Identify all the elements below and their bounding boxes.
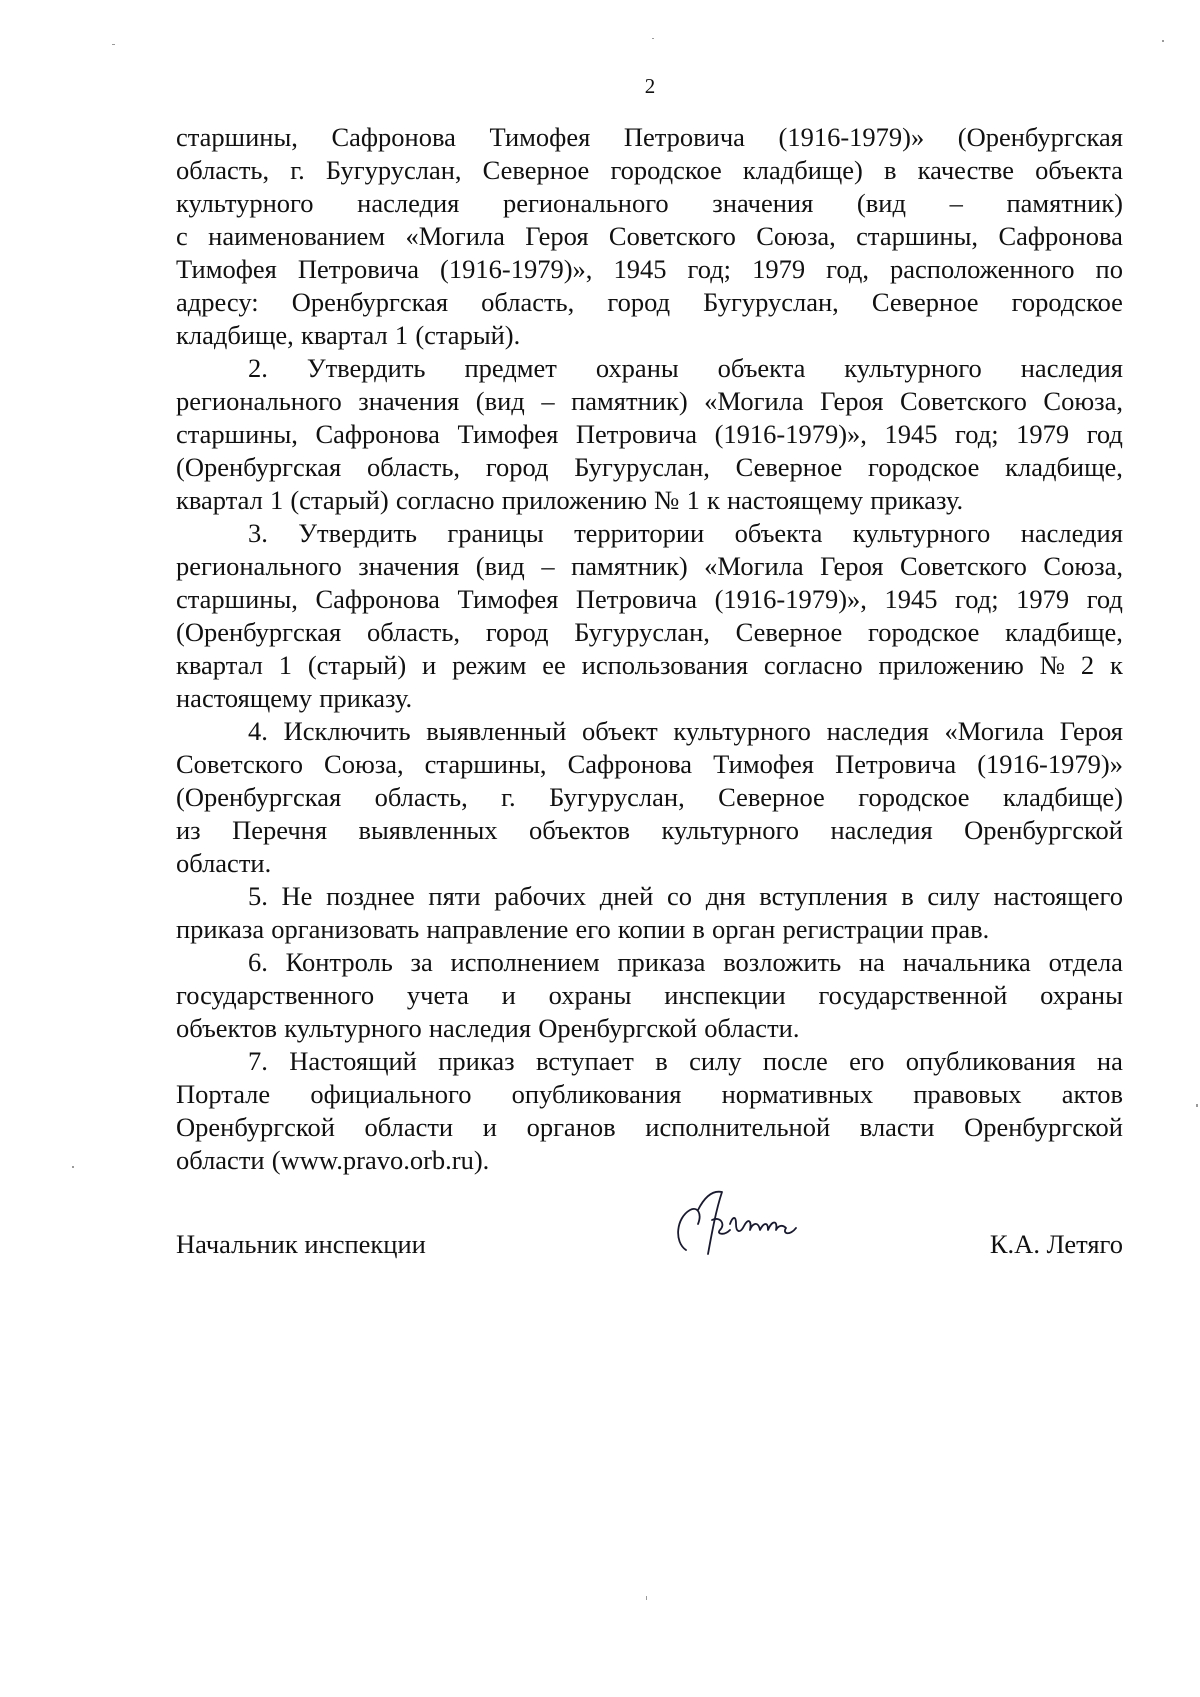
word: (1916-1979)» (977, 749, 1123, 779)
word: год (1086, 584, 1123, 614)
word: 2. (248, 353, 268, 383)
word: культурного (284, 1013, 422, 1043)
word: город (485, 617, 549, 647)
document-body (176, 121, 1123, 1177)
scan-speck (72, 1166, 74, 1168)
word: год (1086, 419, 1123, 449)
word: согласно (763, 650, 863, 680)
word: Советского (176, 749, 303, 779)
word: наименованием (208, 221, 386, 251)
word: Петровича (575, 419, 697, 449)
word: выявленных (358, 815, 498, 845)
word: Не (281, 881, 313, 911)
word: Героя (820, 386, 884, 416)
word: Сафронова (998, 221, 1123, 251)
word: область, (374, 782, 468, 812)
word: опубликования (511, 1079, 682, 1109)
word: значения (712, 188, 814, 218)
word: качестве (917, 155, 1015, 185)
word: Бугуруслан, (574, 617, 710, 647)
word: Тимофея (713, 749, 814, 779)
word: вступает (535, 1046, 634, 1076)
word: приказу. (319, 683, 413, 713)
word: городское (858, 782, 970, 812)
text-line (176, 352, 1123, 385)
word: актов (1061, 1079, 1123, 1109)
word: Героя (1059, 716, 1123, 746)
word: исполнительной (645, 1112, 831, 1142)
word: Бугуруслан, (703, 287, 839, 317)
word: Портале (176, 1079, 271, 1109)
word: 1979 (1016, 584, 1070, 614)
word: год; (687, 254, 732, 284)
word: Советского (899, 551, 1027, 581)
text-line (176, 286, 1123, 319)
word: направление (426, 914, 569, 944)
word: официального (310, 1079, 472, 1109)
word: год, (826, 254, 869, 284)
text-line (176, 814, 1123, 847)
text-line (176, 781, 1123, 814)
word: к (1110, 650, 1123, 680)
word: (1916-1979)», (714, 584, 867, 614)
text-line (176, 319, 1123, 352)
text-line (176, 220, 1123, 253)
word: объекта (717, 353, 806, 383)
word: исполнением (450, 947, 600, 977)
word: 7. (248, 1046, 268, 1076)
word: регионального (176, 551, 342, 581)
word: силу (689, 1046, 742, 1076)
word: нормативных (721, 1079, 874, 1109)
word: в (692, 914, 705, 944)
word: и (422, 650, 437, 680)
word: памятник) (1006, 188, 1123, 218)
signatory-title: Начальник инспекции (176, 1229, 426, 1259)
word: и (482, 1112, 497, 1142)
word: (www.pravo.orb.ru). (271, 1145, 490, 1175)
word: 1979 (752, 254, 806, 284)
word: государственного (176, 980, 375, 1010)
word: (1916-1979)», (440, 254, 593, 284)
word: со (667, 881, 693, 911)
text-line (176, 1111, 1123, 1144)
word: (старый) (307, 650, 407, 680)
text-line (176, 517, 1123, 550)
text-line (176, 1045, 1123, 1078)
word: 1945 (613, 254, 667, 284)
word: область, (176, 155, 270, 185)
word: старшины, (424, 749, 547, 779)
word: Тимофея (489, 122, 591, 152)
word: городское (610, 155, 722, 185)
word: 1945 (884, 419, 938, 449)
word: наследия (357, 188, 460, 218)
word: органов (526, 1112, 616, 1142)
text-line (176, 979, 1123, 1012)
word: правовых (913, 1079, 1022, 1109)
word: наследия (1020, 353, 1123, 383)
word: наследия (830, 815, 933, 845)
text-line (176, 880, 1123, 913)
text-line (176, 385, 1123, 418)
word: Бугуруслан, (549, 782, 685, 812)
word: области (364, 1112, 454, 1142)
word: старшины, (176, 584, 298, 614)
word: начальника (902, 947, 1031, 977)
word: памятник) (571, 386, 688, 416)
word: 1979 (1016, 419, 1070, 449)
word: (вид (475, 386, 525, 416)
text-line (176, 913, 1123, 946)
word: регионального (176, 386, 342, 416)
word: Героя (525, 221, 589, 251)
word: Советского (899, 386, 1027, 416)
text-line (176, 253, 1123, 286)
word: приказ (438, 1046, 515, 1076)
word: городское (868, 452, 980, 482)
word: ее (542, 650, 566, 680)
word: наследия (428, 1013, 532, 1043)
word: возложить (723, 947, 842, 977)
word: культурного (673, 716, 811, 746)
word: Северное (482, 155, 590, 185)
word: режим (452, 650, 527, 680)
word: отдела (1048, 947, 1123, 977)
word: силу (927, 881, 980, 911)
word: за (410, 947, 433, 977)
text-line (176, 1078, 1123, 1111)
word: области. (176, 848, 272, 878)
word: (Оренбургская (176, 617, 342, 647)
text-line (176, 154, 1123, 187)
word: старшины, (176, 122, 298, 152)
word: 1 (394, 320, 409, 350)
word: кладбище, (1005, 452, 1123, 482)
word: Контроль (285, 947, 393, 977)
word: Союза, (756, 221, 836, 251)
word: (Оренбургская (176, 782, 342, 812)
word: 5. (248, 881, 268, 911)
word: объектов (176, 1013, 278, 1043)
word: 4. (248, 716, 268, 746)
word: № (654, 485, 680, 515)
word: (вид (856, 188, 906, 218)
word: Сафронова (315, 584, 440, 614)
word: пяти (428, 881, 481, 911)
word: настоящему (176, 683, 313, 713)
word: позднее (326, 881, 415, 911)
word: наследия (826, 716, 929, 746)
word: – (541, 551, 555, 581)
word: «Могила (405, 221, 505, 251)
word: охраны (548, 980, 632, 1010)
word: к (706, 485, 720, 515)
word: Сафронова (567, 749, 693, 779)
text-line (176, 1012, 1123, 1045)
word: памятник) (571, 551, 688, 581)
text-line (176, 583, 1123, 616)
word: Северное (718, 782, 825, 812)
text-line (176, 121, 1123, 154)
word: (Оренбургская (957, 122, 1123, 152)
word: 6. (248, 947, 268, 977)
word: город (485, 452, 549, 482)
word: Тимофея (457, 584, 559, 614)
word: Союза, (1043, 551, 1123, 581)
scan-speck (1162, 40, 1164, 42)
word: год; (955, 419, 999, 449)
word: культурного (176, 188, 314, 218)
word: вступления (759, 881, 888, 911)
text-line (176, 847, 1123, 880)
word: организовать (271, 914, 420, 944)
text-line (176, 649, 1123, 682)
word: использования (581, 650, 749, 680)
word: «Могила (704, 551, 804, 581)
handwritten-signature (668, 1180, 818, 1270)
word: (Оренбургская (176, 452, 342, 482)
word: после (762, 1046, 828, 1076)
word: его (575, 914, 611, 944)
word: 3. (248, 518, 268, 548)
word: 2 (1080, 650, 1095, 680)
word: (старый) (290, 485, 389, 515)
text-line (176, 418, 1123, 451)
text-line (176, 187, 1123, 220)
word: Тимофея (457, 419, 559, 449)
word: по (1095, 254, 1123, 284)
word: область, (366, 617, 461, 647)
word: Перечня (232, 815, 328, 845)
word: Утвердить (306, 353, 426, 383)
word: «Могила (704, 386, 804, 416)
text-line (176, 682, 1123, 715)
word: культурного (661, 815, 800, 845)
word: из (176, 815, 201, 845)
word: в (901, 881, 914, 911)
word: (старый). (415, 320, 521, 350)
word: приложению (878, 650, 1024, 680)
word: Настоящий (289, 1046, 417, 1076)
word: 1 (686, 485, 700, 515)
word: Бугуруслан, (574, 452, 710, 482)
scan-speck (1196, 1104, 1198, 1107)
word: опубликования (905, 1046, 1076, 1076)
word: Героя (820, 551, 884, 581)
word: значения (358, 386, 460, 416)
word: дней (599, 881, 654, 911)
word: и (501, 980, 516, 1010)
word: кладбище, (176, 320, 294, 350)
word: приложению (501, 485, 647, 515)
text-line (176, 616, 1123, 649)
word: квартал (176, 485, 263, 515)
text-line (176, 550, 1123, 583)
word: № (1039, 650, 1065, 680)
word: копии (617, 914, 686, 944)
word: Бугуруслан, (325, 155, 462, 185)
word: Петровича (835, 749, 957, 779)
word: области. (704, 1013, 800, 1043)
word: учета (406, 980, 469, 1010)
word: Советского (608, 221, 736, 251)
word: на (858, 947, 885, 977)
word: город (607, 287, 671, 317)
word: адресу: (176, 287, 259, 317)
word: Оренбургской (538, 1013, 698, 1043)
word: настоящего (993, 881, 1123, 911)
word: (1916-1979)» (778, 122, 925, 152)
word: – (949, 188, 963, 218)
word: дня (705, 881, 746, 911)
word: значения (358, 551, 460, 581)
word: наследия (1020, 518, 1123, 548)
word: охраны (595, 353, 679, 383)
word: (1916-1979)», (714, 419, 867, 449)
word: (вид (475, 551, 525, 581)
word: квартал (300, 320, 388, 350)
word: г. (501, 782, 516, 812)
word: на (1096, 1046, 1123, 1076)
word: 1 (278, 650, 292, 680)
word: Утвердить (298, 518, 417, 548)
word: Сафронова (331, 122, 456, 152)
word: регистрации (782, 914, 924, 944)
word: государственной (818, 980, 1008, 1010)
word: 1 (269, 485, 284, 515)
word: Сафронова (315, 419, 440, 449)
word: культурного (852, 518, 991, 548)
word: приказа (176, 914, 265, 944)
word: согласно (395, 485, 495, 515)
word: рабочих (494, 881, 587, 911)
word: старшины, (176, 419, 298, 449)
word: объектов (529, 815, 631, 845)
text-line (176, 451, 1123, 484)
word: Оренбургской (964, 1112, 1123, 1142)
text-line (176, 715, 1123, 748)
word: приказу. (870, 485, 964, 515)
word: инспекции (664, 980, 786, 1010)
word: область, (366, 452, 461, 482)
scan-speck (652, 38, 654, 39)
word: городское (1011, 287, 1123, 317)
word: Союза, (1043, 386, 1123, 416)
word: настоящему (726, 485, 864, 515)
word: Союза, (324, 749, 404, 779)
word: объекта (1035, 155, 1123, 185)
word: Северное (735, 617, 843, 647)
word: Оренбургской (964, 815, 1123, 845)
text-line (176, 1144, 1123, 1177)
word: кладбище) (1002, 782, 1123, 812)
word: охраны (1040, 980, 1123, 1010)
word: городское (868, 617, 980, 647)
word: регионального (502, 188, 669, 218)
signatory-name: К.А. Летяго (989, 1229, 1123, 1259)
word: расположенного (890, 254, 1075, 284)
word: с (176, 221, 188, 251)
word: предмет (464, 353, 557, 383)
text-line (176, 484, 1123, 517)
word: объекта (734, 518, 823, 548)
word: границы (447, 518, 544, 548)
page-number: 2 (644, 74, 656, 98)
word: кладбище, (1005, 617, 1123, 647)
word: власти (859, 1112, 935, 1142)
text-line (176, 946, 1123, 979)
word: объект (582, 716, 658, 746)
word: Оренбургской (176, 1112, 335, 1142)
word: – (541, 386, 555, 416)
word: Тимофея (176, 254, 277, 284)
word: в (655, 1046, 668, 1076)
word: прав. (930, 914, 990, 944)
word: область, (481, 287, 575, 317)
word: области (176, 1145, 265, 1175)
word: культурного (844, 353, 982, 383)
word: г. (290, 155, 305, 185)
scan-speck (646, 1596, 647, 1600)
word: 1945 (884, 584, 938, 614)
word: территории (574, 518, 705, 548)
word: старшины, (856, 221, 979, 251)
word: Петровича (575, 584, 697, 614)
word: его (849, 1046, 885, 1076)
text-line (176, 748, 1123, 781)
word: квартал (176, 650, 263, 680)
word: кладбище) (742, 155, 863, 185)
word: Петровича (297, 254, 419, 284)
word: приказа (617, 947, 706, 977)
word: «Могила (944, 716, 1044, 746)
word: Оренбургская (291, 287, 449, 317)
word: выявленный (426, 716, 567, 746)
word: орган (712, 914, 776, 944)
scan-speck (112, 44, 115, 45)
word: Северное (871, 287, 979, 317)
word: Северное (735, 452, 843, 482)
word: Исключить (283, 716, 411, 746)
word: Петровича (623, 122, 745, 152)
word: год; (955, 584, 999, 614)
word: в (884, 155, 897, 185)
